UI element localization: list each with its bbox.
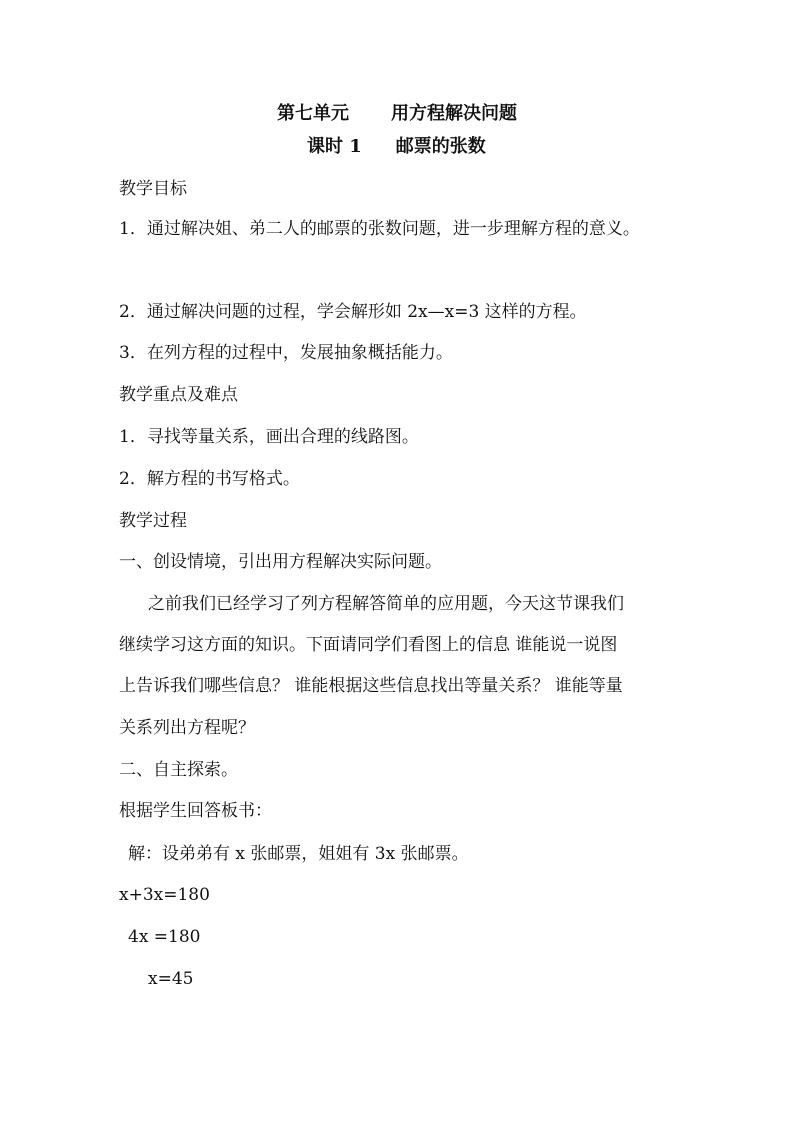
equation-line-2: 4x =180: [128, 927, 201, 947]
step1-paragraph-line-3: 上告诉我们哪些信息？ 谁能根据这些信息找出等量关系？ 谁能等量: [119, 676, 623, 696]
equation-line-1: x+3x=180: [119, 885, 210, 905]
lesson-title: [307, 136, 486, 158]
step1-paragraph-line-2: 继续学习这方面的知识。下面请同学们看图上的信息 谁能说一说图: [119, 635, 618, 655]
step2-heading: 二、自主探索。: [119, 760, 238, 780]
objective-item-1: 1．通过解决姐、弟二人的邮票的张数问题，进一步理解方程的意义。: [119, 219, 640, 239]
step1-heading: 一、创设情境，引出用方程解决实际问题。: [119, 552, 442, 572]
step1-paragraph-line-4: 关系列出方程呢？: [119, 718, 255, 738]
process-heading: 教学过程: [119, 511, 187, 531]
objective-item-2: 2．通过解决问题的过程，学会解形如 2x—x=3 这样的方程。: [119, 302, 587, 322]
key-points-heading: 教学重点及难点: [119, 385, 238, 405]
lesson-topic: 邮票的张数: [395, 136, 486, 157]
step1-paragraph-line-1: 之前我们已经学习了列方程解答简单的应用题，今天这节课我们: [148, 594, 624, 614]
key-point-item-1: 1．寻找等量关系，画出合理的线路图。: [119, 427, 419, 447]
key-point-item-2: 2．解方程的书写格式。: [119, 469, 300, 489]
equation-line-3: x=45: [148, 969, 194, 989]
unit-label: 第七单元: [277, 103, 349, 124]
objective-item-3: 3．在列方程的过程中，发展抽象概括能力。: [119, 343, 453, 363]
lesson-label: 课时 1: [307, 136, 362, 157]
unit-topic: 用方程解决问题: [391, 103, 517, 124]
unit-title: [277, 103, 517, 125]
solution-intro: 解：设弟弟有 x 张邮票，姐姐有 3x 张邮票。: [128, 844, 469, 864]
board-intro: 根据学生回答板书：: [119, 801, 272, 821]
objectives-heading: 教学目标: [119, 179, 187, 199]
